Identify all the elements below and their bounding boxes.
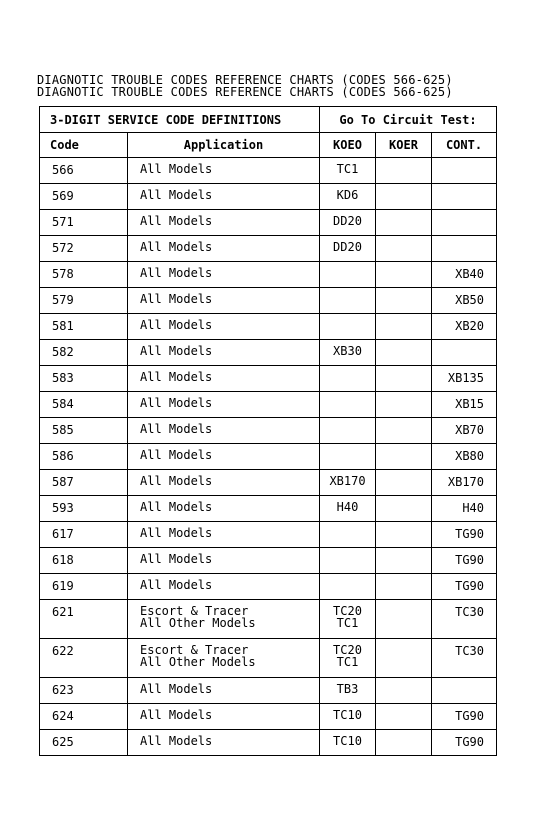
cont-cell: XB80: [432, 444, 497, 470]
cont-cell: TG90: [432, 730, 497, 756]
koer-cell: [376, 210, 432, 236]
code-cell: 581: [40, 314, 128, 340]
cont-cell: TC30: [432, 639, 497, 678]
cont-cell: XB15: [432, 392, 497, 418]
koer-cell: [376, 574, 432, 600]
koeo-column-header: KOEO: [320, 133, 376, 158]
koer-cell: [376, 678, 432, 704]
cont-cell: [432, 158, 497, 184]
cont-cell: TG90: [432, 548, 497, 574]
code-cell: 586: [40, 444, 128, 470]
code-cell: 622: [40, 639, 128, 678]
table-row: [40, 730, 497, 756]
application-cell: All Models: [128, 704, 320, 730]
koeo-cell: DD20: [320, 210, 376, 236]
application-cell: All Models: [128, 548, 320, 574]
table-body: [40, 107, 497, 756]
code-cell: 572: [40, 236, 128, 262]
code-cell: 569: [40, 184, 128, 210]
koer-cell: [376, 600, 432, 639]
table-row: [40, 418, 497, 444]
table-row: [40, 392, 497, 418]
cont-column-header: CONT.: [432, 133, 497, 158]
application-cell: All Models: [128, 418, 320, 444]
code-column-header: Code: [40, 133, 128, 158]
koeo-cell: [320, 288, 376, 314]
application-cell: Escort & Tracer All Other Models: [128, 639, 320, 678]
koer-cell: [376, 639, 432, 678]
table-row: [40, 184, 497, 210]
koeo-cell: XB30: [320, 340, 376, 366]
cont-cell: H40: [432, 496, 497, 522]
table-row: [40, 366, 497, 392]
application-cell: All Models: [128, 262, 320, 288]
application-cell: All Models: [128, 496, 320, 522]
code-cell: 587: [40, 470, 128, 496]
application-cell: All Models: [128, 444, 320, 470]
table-row: [40, 600, 497, 639]
koer-column-header: KOER: [376, 133, 432, 158]
koeo-cell: XB170: [320, 470, 376, 496]
cont-cell: XB20: [432, 314, 497, 340]
application-cell: All Models: [128, 522, 320, 548]
application-cell: All Models: [128, 288, 320, 314]
koeo-cell: DD20: [320, 236, 376, 262]
table-row: [40, 288, 497, 314]
cont-cell: TG90: [432, 522, 497, 548]
koer-cell: [376, 262, 432, 288]
koer-cell: [376, 366, 432, 392]
cont-cell: TC30: [432, 600, 497, 639]
koeo-cell: TC20 TC1: [320, 639, 376, 678]
koeo-cell: [320, 548, 376, 574]
code-cell: 566: [40, 158, 128, 184]
application-cell: All Models: [128, 470, 320, 496]
chart-title-duplicate: DIAGNOTIC TROUBLE CODES REFERENCE CHARTS (CODES 566-625): [37, 85, 453, 99]
application-cell: All Models: [128, 730, 320, 756]
koeo-cell: [320, 444, 376, 470]
service-code-table: [39, 106, 497, 756]
application-cell: All Models: [128, 158, 320, 184]
application-cell: All Models: [128, 678, 320, 704]
application-column-header: Application: [128, 133, 320, 158]
code-cell: 624: [40, 704, 128, 730]
koeo-cell: TC10: [320, 730, 376, 756]
cont-cell: XB70: [432, 418, 497, 444]
koer-cell: [376, 496, 432, 522]
table-row: [40, 704, 497, 730]
koeo-cell: [320, 366, 376, 392]
koeo-cell: [320, 262, 376, 288]
koeo-cell: [320, 314, 376, 340]
koeo-cell: [320, 392, 376, 418]
koer-cell: [376, 730, 432, 756]
code-cell: 578: [40, 262, 128, 288]
code-cell: 582: [40, 340, 128, 366]
table-row: [40, 522, 497, 548]
definitions-header: 3-DIGIT SERVICE CODE DEFINITIONS: [40, 107, 320, 133]
table-row: [40, 496, 497, 522]
koer-cell: [376, 288, 432, 314]
code-cell: 617: [40, 522, 128, 548]
code-cell: 619: [40, 574, 128, 600]
application-cell: All Models: [128, 366, 320, 392]
table-row: [40, 158, 497, 184]
koer-cell: [376, 158, 432, 184]
koeo-cell: TC20 TC1: [320, 600, 376, 639]
koer-cell: [376, 470, 432, 496]
koer-cell: [376, 522, 432, 548]
table-row: [40, 210, 497, 236]
table-row: [40, 678, 497, 704]
cont-cell: XB135: [432, 366, 497, 392]
circuit-test-header: Go To Circuit Test:: [320, 107, 497, 133]
cont-cell: [432, 678, 497, 704]
koeo-cell: [320, 522, 376, 548]
koer-cell: [376, 418, 432, 444]
application-cell: All Models: [128, 392, 320, 418]
application-cell: Escort & Tracer All Other Models: [128, 600, 320, 639]
code-cell: 623: [40, 678, 128, 704]
application-cell: All Models: [128, 210, 320, 236]
table-row: [40, 262, 497, 288]
table-row: [40, 236, 497, 262]
code-cell: 571: [40, 210, 128, 236]
cont-cell: TG90: [432, 574, 497, 600]
koer-cell: [376, 340, 432, 366]
koeo-cell: H40: [320, 496, 376, 522]
chart-title: DIAGNOTIC TROUBLE CODES REFERENCE CHARTS (CODES 566-625): [37, 73, 453, 87]
code-cell: 621: [40, 600, 128, 639]
application-cell: All Models: [128, 236, 320, 262]
table-row: [40, 444, 497, 470]
code-cell: 583: [40, 366, 128, 392]
code-cell: 625: [40, 730, 128, 756]
koeo-cell: KD6: [320, 184, 376, 210]
cont-cell: XB50: [432, 288, 497, 314]
table-row: [40, 470, 497, 496]
application-cell: All Models: [128, 184, 320, 210]
koer-cell: [376, 184, 432, 210]
koeo-cell: [320, 418, 376, 444]
code-cell: 585: [40, 418, 128, 444]
code-cell: 618: [40, 548, 128, 574]
koeo-cell: [320, 574, 376, 600]
table-row: [40, 639, 497, 678]
koer-cell: [376, 314, 432, 340]
application-cell: All Models: [128, 574, 320, 600]
cont-cell: [432, 340, 497, 366]
table-row: [40, 574, 497, 600]
koer-cell: [376, 392, 432, 418]
header-row-columns: [40, 133, 497, 158]
koer-cell: [376, 236, 432, 262]
table-row: [40, 340, 497, 366]
cont-cell: TG90: [432, 704, 497, 730]
koer-cell: [376, 548, 432, 574]
code-cell: 579: [40, 288, 128, 314]
table-row: [40, 314, 497, 340]
header-row-top: [40, 107, 497, 133]
cont-cell: [432, 236, 497, 262]
koeo-cell: TC1: [320, 158, 376, 184]
cont-cell: [432, 210, 497, 236]
table-row: [40, 548, 497, 574]
koeo-cell: TC10: [320, 704, 376, 730]
code-cell: 584: [40, 392, 128, 418]
koer-cell: [376, 704, 432, 730]
cont-cell: [432, 184, 497, 210]
koer-cell: [376, 444, 432, 470]
cont-cell: XB170: [432, 470, 497, 496]
koeo-cell: TB3: [320, 678, 376, 704]
application-cell: All Models: [128, 340, 320, 366]
code-cell: 593: [40, 496, 128, 522]
cont-cell: XB40: [432, 262, 497, 288]
application-cell: All Models: [128, 314, 320, 340]
